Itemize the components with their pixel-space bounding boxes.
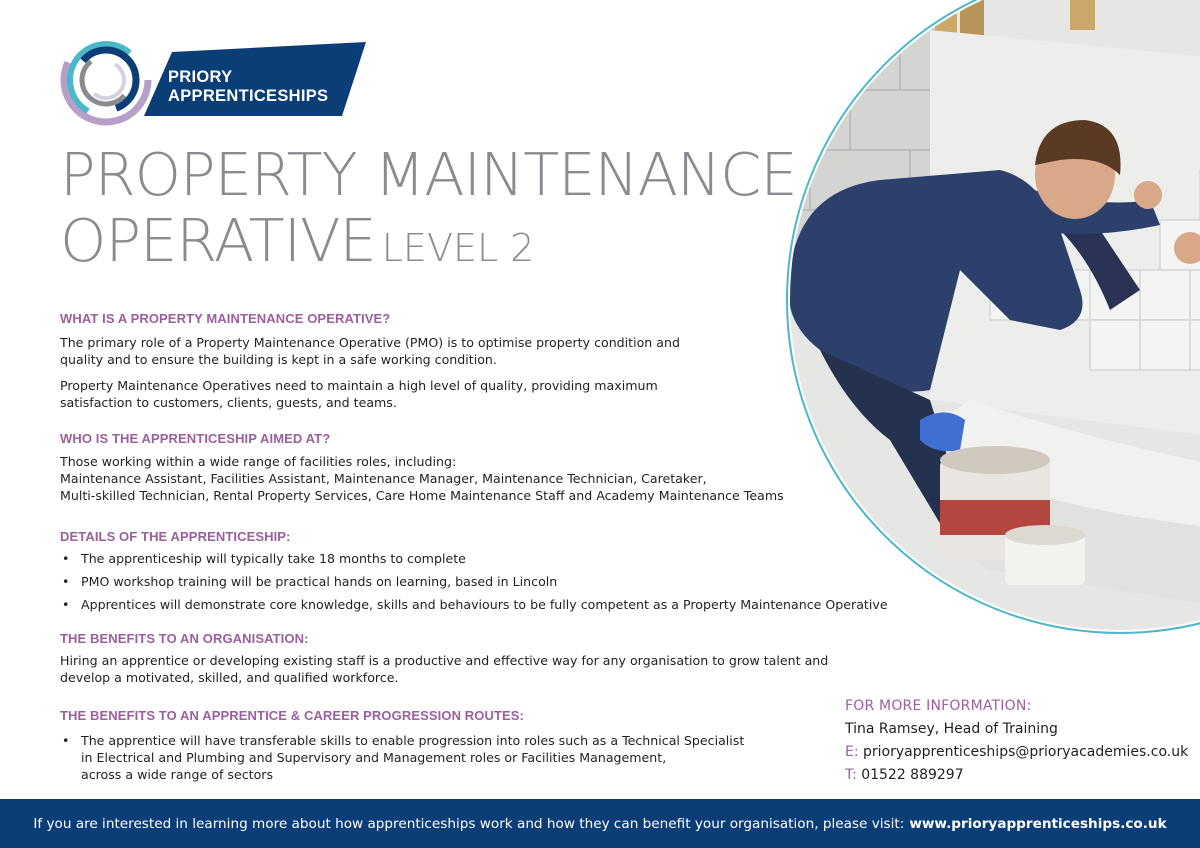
apprentice-bullet-1 [60,732,744,783]
org-line-1: Hiring an apprentice or developing existing staff is a productive and effective way for any organisation to grow talent and [60,653,829,668]
who-line-3: Multi-skilled Technician, Rental Property Services, Care Home Maintenance Staff and Academy Maintenance Teams [60,488,784,503]
email-label: E: [845,744,859,760]
what-paragraph-2 [60,377,658,411]
phone-label: T: [845,767,857,783]
details-bullet-1 [60,550,888,567]
footer-website-link[interactable]: www.prioryapprenticeships.co.uk [909,815,1167,832]
contact-name: Tina Ramsey, Head of Training [845,721,1058,737]
contact-email-row [845,741,1188,764]
details-bullet-text: Apprentices will demonstrate core knowledge, skills and behaviours to be fully competent as a Property Maintenance Operative [81,597,888,612]
section-heading-apprentice: THE BENEFITS TO AN APPRENTICE & CAREER PROGRESSION ROUTES: [60,708,524,723]
title-level: LEVEL 2 [381,226,535,270]
bullet-icon: • [62,597,70,612]
what-p2-line-2: satisfaction to customers, clients, guests, and teams. [60,395,397,410]
apprentice-bullet-line-2: in Electrical and Plumbing and Supervisory and Management roles or Facilities Management, [81,750,667,765]
what-paragraph-1 [60,334,680,368]
details-bullet-list [60,550,888,619]
contact-email-link[interactable]: prioryapprenticeships@prioryacademies.co.uk [863,744,1189,760]
contact-phone-row [845,764,1188,787]
apprentice-bullet-line-3: across a wide range of sectors [81,767,274,782]
section-heading-who: WHO IS THE APPRENTICESHIP AIMED AT? [60,431,331,446]
contact-block [845,695,1188,787]
contact-heading: FOR MORE INFORMATION: [845,698,1032,714]
bullet-icon: • [62,733,70,748]
apprentice-bullet-line-1: The apprentice will have transferable skills to enable progression into roles such as a Technical Specialist [81,733,745,748]
logo-text: PRIORY APPRENTICESHIPS [168,68,329,105]
footer-text: If you are interested in learning more about how apprenticeships work and how they can benefit your organisation, please visit: [33,815,905,832]
title-line-1: PROPERTY MAINTENANCE [60,140,797,209]
section-heading-what: WHAT IS A PROPERTY MAINTENANCE OPERATIVE? [60,311,391,326]
details-bullet-2 [60,573,888,590]
who-line-1: Those working within a wide range of facilities roles, including: [60,454,457,469]
priory-logo [58,32,368,128]
logo-rings-icon [58,32,158,128]
org-paragraph [60,652,828,686]
what-p2-line-1: Property Maintenance Operatives need to maintain a high level of quality, providing maximum [60,378,658,393]
what-p1-line-1: The primary role of a Property Maintenance Operative (PMO) is to optimise property condition and [60,335,680,350]
who-paragraph [60,453,784,504]
details-bullet-text: PMO workshop training will be practical hands on learning, based in Lincoln [81,574,558,589]
details-bullet-3 [60,596,888,613]
apprentice-bullet-list [60,732,744,789]
who-line-2: Maintenance Assistant, Facilities Assistant, Maintenance Manager, Maintenance Technician, Caretaker, [60,471,707,486]
contact-phone: 01522 889297 [861,767,964,783]
page-title [60,142,797,281]
title-line-2: OPERATIVE [60,206,376,275]
details-bullet-text: The apprenticeship will typically take 18 months to complete [81,551,466,566]
what-p1-line-2: quality and to ensure the building is kept in a safe working condition. [60,352,497,367]
footer-bar [0,799,1200,848]
bullet-icon: • [62,574,70,589]
org-line-2: develop a motivated, skilled, and qualified workforce. [60,670,399,685]
section-heading-org: THE BENEFITS TO AN ORGANISATION: [60,631,309,646]
section-heading-details: DETAILS OF THE APPRENTICESHIP: [60,529,291,544]
bullet-icon: • [62,551,70,566]
